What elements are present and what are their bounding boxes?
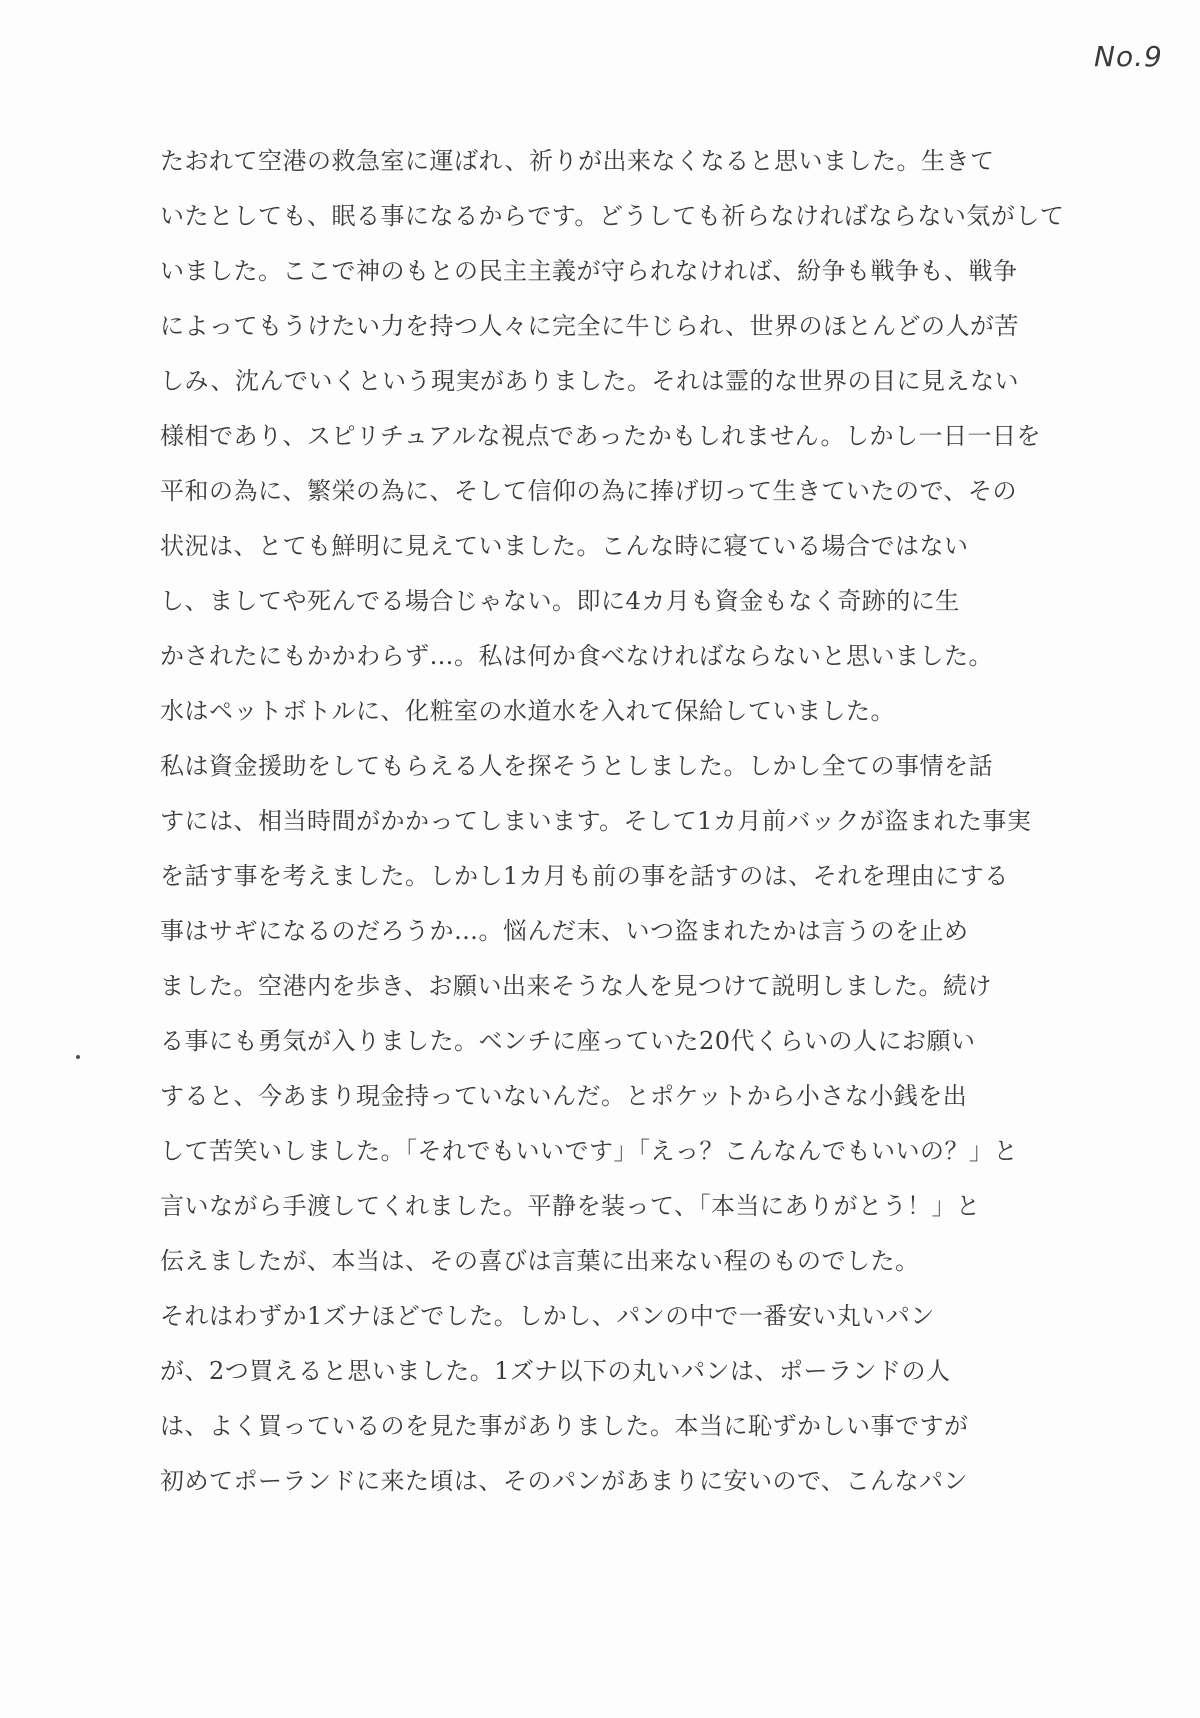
text-line: は、よく買っているのを見た事がありました。本当に恥ずかしい事ですが — [160, 1412, 969, 1440]
page-number: No.9 — [1094, 40, 1163, 73]
text-line: 初めてポーランドに来た頃は、そのパンがあまりに安いので、こんなパン — [160, 1467, 969, 1495]
text-line: 平和の為に、繁栄の為に、そして信仰の為に捧げ切って生きていたので、その — [160, 477, 1018, 505]
text-line: 言いながら手渡してくれました。平静を装って、「本当にありがとう！」と — [160, 1192, 981, 1220]
text-line: それはわずか1ズナほどでした。しかし、パンの中で一番安い丸いパン — [160, 1302, 935, 1330]
text-line: いました。ここで神のもとの民主主義が守られなければ、紛争も戦争も、戦争 — [160, 257, 1018, 285]
text-line: ました。空港内を歩き、お願い出来そうな人を見つけて説明しました。続け — [160, 972, 993, 1000]
text-line: たおれて空港の救急室に運ばれ、祈りが出来なくなると思いました。生きて — [160, 147, 995, 175]
ink-dot — [76, 1055, 80, 1059]
text-line: 水はペットボトルに、化粧室の水道水を入れて保給していました。 — [160, 697, 895, 725]
text-line: かされたにもかかわらず…。私は何か食べなければならないと思いました。 — [160, 642, 993, 670]
text-line: を話す事を考えました。しかし1カ月も前の事を話すのは、それを理由にする — [160, 862, 1009, 890]
text-line: すると、今あまり現金持っていないんだ。とポケットから小さな小銭を出 — [160, 1082, 968, 1110]
text-line: し、ましてや死んでる場合じゃない。即に4カ月も資金もなく奇跡的に生 — [160, 587, 960, 615]
text-line: いたとしても、眠る事になるからです。どうしても祈らなければならない気がして — [160, 202, 1065, 230]
text-line: して苦笑いしました。「それでもいいです」「えっ？こんなんでもいいの？」と — [160, 1137, 1018, 1165]
text-line: る事にも勇気が入りました。ベンチに座っていた20代くらいの人にお願い — [160, 1027, 976, 1055]
text-line: によってもうけたい力を持つ人々に完全に牛じられ、世界のほとんどの人が苦 — [160, 312, 1019, 340]
text-line: 様相であり、スピリチュアルな視点であったかもしれません。しかし一日一日を — [160, 422, 1042, 450]
handwritten-text-body — [160, 134, 1160, 1509]
text-line: すには、相当時間がかかってしまいます。そして1カ月前バックが盗まれた事実 — [160, 807, 1032, 835]
text-line: 伝えましたが、本当は、その喜びは言葉に出来ない程のものでした。 — [160, 1247, 920, 1275]
text-line: 私は資金援助をしてもらえる人を探そうとしました。しかし全ての事情を話 — [160, 752, 993, 780]
text-line: が、2つ買えると思いました。1ズナ以下の丸いパンは、ポーランドの人 — [160, 1357, 951, 1385]
text-line: 事はサギになるのだろうか…。悩んだ末、いつ盗まれたかは言うのを止め — [160, 917, 969, 945]
text-line: しみ、沈んでいくという現実がありました。それは霊的な世界の目に見えない — [160, 367, 1019, 395]
text-line: 状況は、とても鮮明に見えていました。こんな時に寝ている場合ではない — [160, 532, 969, 560]
